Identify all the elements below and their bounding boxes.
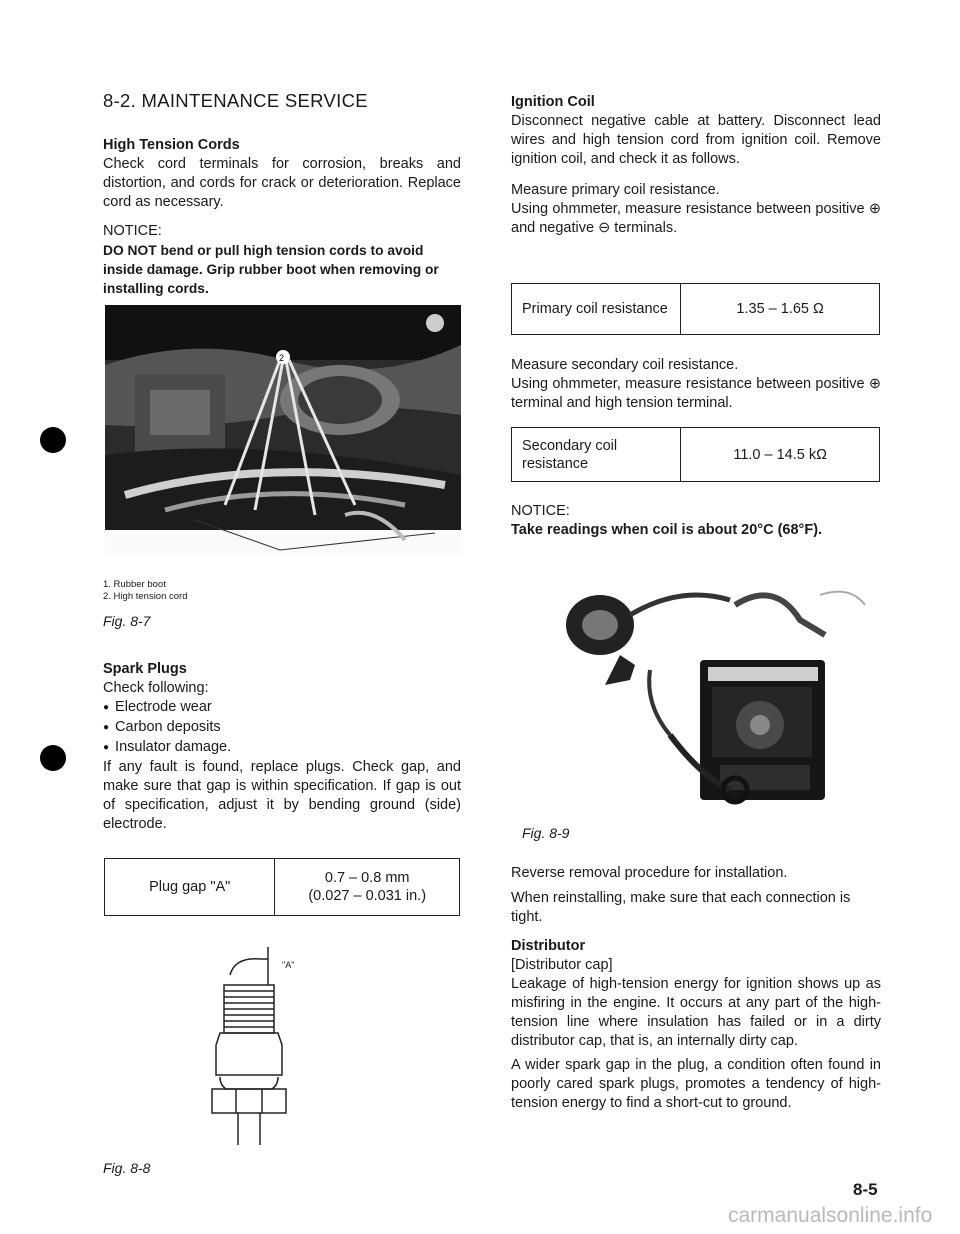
plug-gap-label: Plug gap "A" (105, 859, 275, 916)
fig-8-9-caption: Fig. 8-9 (522, 825, 570, 841)
cords-body: Check cord terminals for corrosion, breaks and distortion, and cords for crack or deterioration. Replace cord as necessary. (103, 156, 461, 210)
fig-8-8-caption: Fig. 8-8 (103, 1160, 151, 1176)
notice-text-left: DO NOT bend or pull high tension cords to avoid inside damage. Grip rubber boot when removing or installing cords. (103, 243, 439, 296)
secondary-intro: Measure secondary coil resistance. (511, 357, 739, 373)
primary-instructions: Using ohmmeter, measure resistance between positive ⊕ and negative ⊖ terminals. (511, 201, 881, 236)
cords-heading: High Tension Cords (103, 137, 240, 153)
secondary-coil-spec-table (511, 427, 880, 482)
primary-coil-spec-table (511, 283, 880, 335)
distributor-heading: Distributor (511, 938, 586, 954)
fig-8-8-spark-plug-diagram (190, 945, 310, 1145)
secondary-instructions: Using ohmmeter, measure resistance between positive ⊕ terminal and high tension terminal. (511, 376, 881, 411)
fig-8-7-caption: Fig. 8-7 (103, 613, 151, 629)
fig-8-9-ohmmeter-photo (560, 575, 880, 805)
left-column-top (103, 136, 461, 298)
svg-text:2: 2 (279, 353, 285, 363)
spark-plugs-body: If any fault is found, replace plugs. Check gap, and make sure that gap is within specification. If gap is out of specification, adjust it by bending ground (side) electrode. (103, 759, 461, 832)
spark-plugs-heading: Spark Plugs (103, 661, 187, 677)
spark-plugs-intro: Check following: (103, 680, 209, 696)
primary-coil-value: 1.35 – 1.65 Ω (681, 284, 880, 335)
distributor-body-2: A wider spark gap in the plug, a condition often found in poorly cared spark plugs, promotes a tendency of high-tension energy to find a short-cut to ground. (511, 1057, 881, 1111)
section-title: 8-2. MAINTENANCE SERVICE (103, 90, 368, 111)
fig-8-7-callouts (103, 579, 188, 603)
fig-8-8-gap-marker: "A" (282, 960, 295, 970)
spark-plugs-section (103, 660, 461, 834)
plug-gap-mm: 0.7 – 0.8 mm (324, 870, 410, 886)
notice-label-left: NOTICE: (103, 223, 162, 239)
coil-notice (511, 502, 881, 540)
binder-hole-bottom (40, 745, 66, 771)
primary-coil-label: Primary coil resistance (512, 284, 681, 335)
ignition-coil-section (511, 93, 881, 238)
notice-text-right: Take readings when coil is about 20°C (68°F). (511, 522, 823, 538)
list-item: ● Insulator damage. (103, 738, 461, 758)
distributor-cap-subheading: [Distributor cap] (511, 957, 613, 973)
list-item: ● Electrode wear (103, 698, 461, 718)
spark-plugs-checklist (103, 698, 461, 758)
callout-rubber-boot: 1. Rubber boot (103, 579, 166, 590)
secondary-coil-intro (511, 356, 881, 413)
callout-high-tension-cord: 2. High tension cord (103, 591, 188, 602)
distributor-body-1: Leakage of high-tension energy for ignition shows up as misfiring in the engine. It occurs at any part of the high-tension line where insulation has failed or in a dirty distributor cap, that is, an internally dirty cap. (511, 976, 881, 1049)
secondary-coil-label: Secondary coil resistance (512, 428, 681, 482)
ignition-coil-body: Disconnect negative cable at battery. Disconnect lead wires and high tension cord from ignition coil. Remove ignition coil, and check it as follows. (511, 113, 881, 167)
reverse-removal-text: Reverse removal procedure for installation. (511, 865, 788, 881)
plug-gap-spec-table (104, 858, 460, 916)
notice-label-right: NOTICE: (511, 503, 570, 519)
secondary-coil-value: 11.0 – 14.5 kΩ (681, 428, 880, 482)
ignition-coil-heading: Ignition Coil (511, 94, 595, 110)
installation-and-distributor (511, 864, 881, 1113)
watermark: carmanualsonline.info (728, 1204, 933, 1227)
fig-8-7-engine-photo (105, 305, 461, 555)
primary-intro: Measure primary coil resistance. (511, 182, 720, 198)
binder-hole-top (40, 427, 66, 453)
plug-gap-value (275, 859, 460, 916)
plug-gap-in: (0.027 – 0.031 in.) (308, 888, 427, 904)
page-number: 8-5 (853, 1180, 878, 1199)
reinstall-text: When reinstalling, make sure that each connection is tight. (511, 890, 851, 925)
list-item: ● Carbon deposits (103, 718, 461, 738)
